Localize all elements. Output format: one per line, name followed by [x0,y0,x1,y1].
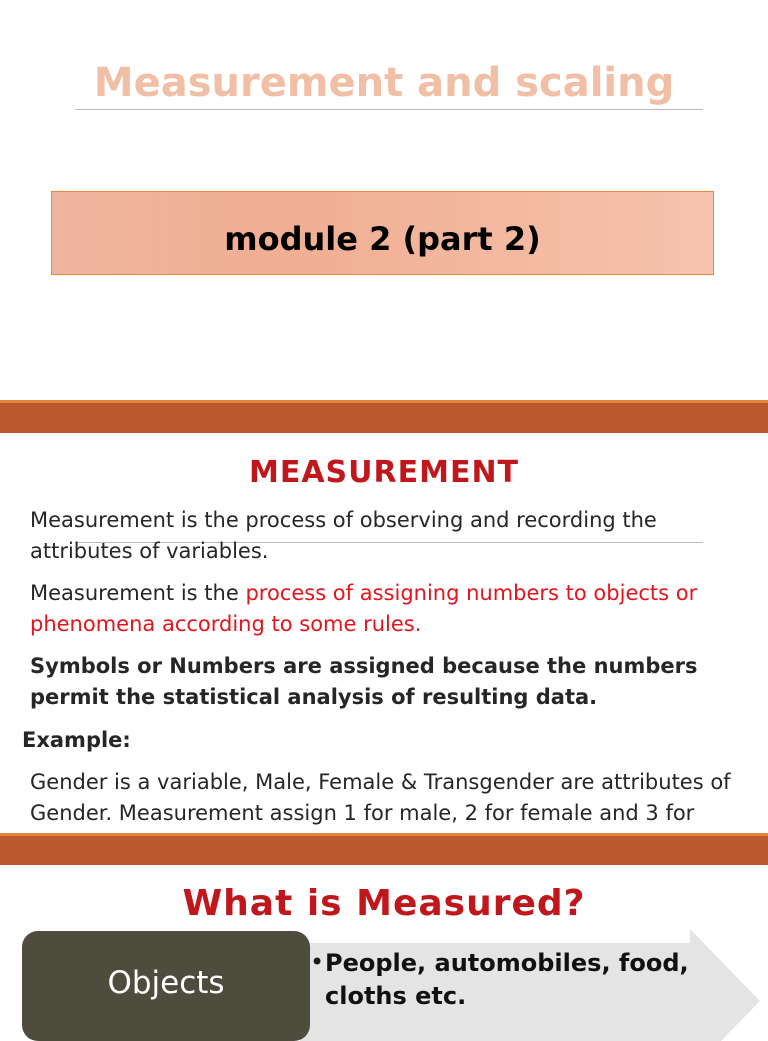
presentation-title: Measurement and scaling [93,60,675,106]
objects-box [22,931,310,1041]
title-slide [0,0,768,400]
paragraph-symbols: Symbols or Numbers are assigned because the numbers permit the statistical analysis of resulting data. [30,654,698,709]
slide-separator-band [0,833,768,865]
paragraph-assigning-prefix: Measurement is the [30,581,246,605]
slide-separator-accent [0,400,768,403]
paragraph-definition: Measurement is the process of observing and recording the attributes of variables. [30,508,657,563]
example-label: Example: [22,728,131,752]
paragraph-assigning [30,578,750,640]
paragraph-gender-example: Gender is a variable, Male, Female & Transgender are attributes of Gender. Measurement assign 1 for male, 2 for female and 3 for [30,770,731,825]
bullet-item [310,947,710,1013]
slide-separator-band [0,400,768,433]
what-is-measured-slide [0,865,768,1024]
bullet-text: People, automobiles, food, cloths etc. [325,949,689,1010]
objects-label: Objects [107,965,225,1001]
subtitle-box [51,191,714,275]
paragraph-assigning-highlight: process of assigning numbers to objects or phenomena according to some rules. [30,581,698,636]
measurement-heading: MEASUREMENT [248,455,520,490]
slide-separator-accent [0,833,768,836]
module-subtitle: module 2 (part 2) [224,220,541,258]
bullet-icon: • [310,948,325,976]
what-is-measured-heading: What is Measured? [182,883,586,924]
measurement-slide [0,433,768,833]
title-divider [75,109,703,110]
